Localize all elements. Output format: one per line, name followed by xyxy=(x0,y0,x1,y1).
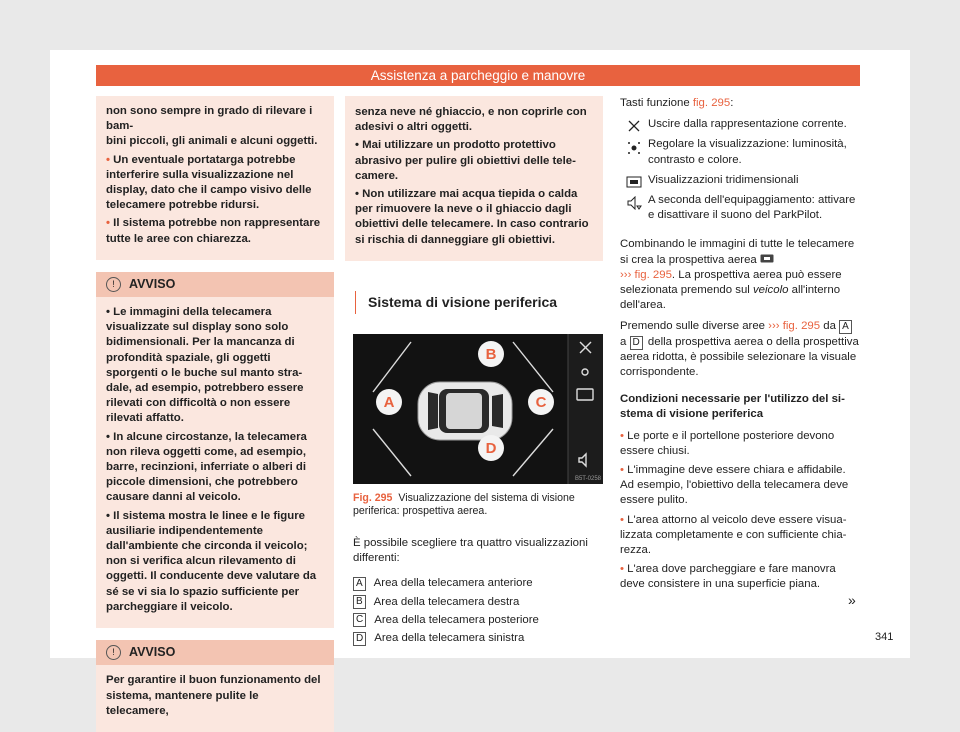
views-intro: È possibile scegliere tra quattro visualizzazioni differenti: xyxy=(353,537,588,565)
note-bullet: • Il sistema potrebbe non rappresentare tutte le aree con chiarezza. xyxy=(106,217,321,245)
condition-item: • L'area attorno al veicolo deve essere visualizzata completamente e con sufficiente chiarezza. xyxy=(620,513,847,557)
note-bullet: • Mai utilizzare un prodotto protettivo abrasivo per pulire gli obiettivi delle telecamere. xyxy=(355,139,576,182)
condition-item: • Le porte e il portellone posteriore devono essere chiusi. xyxy=(620,429,835,457)
figure-caption: Fig. 295 Visualizzazione del sistema di visione periferica: prospettiva aerea. xyxy=(353,492,575,518)
aerial-view-icon xyxy=(760,254,774,263)
view-label-a: A xyxy=(383,394,395,412)
warning-body: Per garantire il buon funzionamento del sistema, mantenere pulite le telecamere, xyxy=(96,665,334,732)
conditions-title: Condizioni necessarie per l'utilizzo del sistema di visione periferica xyxy=(620,393,845,421)
view-label-d: D xyxy=(485,440,497,458)
function-keys-intro: Tasti funzione fig. 295: xyxy=(620,97,734,109)
view-item: D Area della telecamera sinistra xyxy=(353,631,603,646)
paragraph-aerial: Combinando le immagini di tutte le telecamere si crea la prospettiva aerea ››› fig. 295. La prospettiva aerea può essere selezionata premendo sul veicolo all'interno dell'area. xyxy=(620,238,855,312)
function-key-row: Uscire dalla rappresentazione corrente. xyxy=(620,117,860,132)
section-title: Sistema di visione periferica xyxy=(355,291,603,314)
view-item: C Area della telecamera posteriore xyxy=(353,613,603,628)
view-label-c: C xyxy=(535,394,547,412)
note-box xyxy=(96,96,334,260)
note-bullet: • Non utilizzare mai acqua tiepida o calda per rimuovere la neve o il ghiaccio dagli obiettivi delle telecamere. In caso contrario si rischia di danneggiare gli obiettivi. xyxy=(355,188,589,246)
function-key-row: A seconda dell'equipaggiamento: attivare e disattivare il suono del ParkPilot. xyxy=(620,193,860,223)
note-intro: non sono sempre in grado di rilevare i bam- bini piccoli, gli animali e alcuni oggetti. xyxy=(106,105,318,148)
function-key-row: Regolare la visualizzazione: luminosità, contrasto e colore. xyxy=(620,137,860,167)
3d-view-icon xyxy=(626,176,642,188)
warning-header: ! AVVISO xyxy=(96,272,334,297)
warning-bullet: • Le immagini della telecamera visualizzate sul display sono solo bidimensionali. Per la mancanza di profondità spaziale, gli oggetti sporgenti o le buche sul manto stradale, ad esempio, potrebbero essere rilevati con difficoltà o non essere rilevati affatto. xyxy=(106,306,304,425)
close-x-icon xyxy=(628,120,640,132)
view-item: B Area della telecamera destra xyxy=(353,595,603,610)
warning-bullet: • Il sistema mostra le linee e le figure ausiliarie indipendentemente dall'ambiente che circonda il veicolo; non si verifica alcun rilevamento di oggetti. Il conducente deve valutare da sé se vi sia lo spazio sufficiente per parcheggiare il veicolo. xyxy=(106,509,317,613)
warning-icon: ! xyxy=(106,645,121,660)
column-1 xyxy=(96,96,334,732)
column-2 xyxy=(345,96,603,646)
page-header: Assistenza a parcheggio e manovre xyxy=(96,65,860,86)
note-box-continued: senza neve né ghiaccio, e non coprirle con adesivi o altri oggetti. • Mai utilizzare un prodotto protettivo abrasivo per pulire gli obiettivi delle telecamere. • Non utilizzare mai acqua tiepida o calda per rimuovere la neve o il ghiaccio dagli obiettivi delle telecamere. In caso contrario si rischia di danneggiare gli obiettivi. xyxy=(345,96,603,261)
condition-item: • L'area dove parcheggiare e fare manovra deve consistere in una superficie piana. xyxy=(620,563,836,591)
paragraph-areas: Premendo sulle diverse aree ››› fig. 295 da A a D della prospettiva aerea o della prospettiva aerea ridotta, è possibile selezionare la visuale corrispondente. xyxy=(620,320,859,379)
figure-code: B5T-0258 xyxy=(574,476,601,483)
function-key-row: Visualizzazioni tridimensionali xyxy=(620,173,860,188)
warning-bullet: • In alcune circostanze, la telecamera non rileva oggetti come, ad esempio, barre, recinzioni, inferriate o alberi di piccole dimensioni, che potrebbero causare danni al veicolo. xyxy=(106,430,307,504)
warning-icon: ! xyxy=(106,277,121,292)
aerial-view-illustration xyxy=(353,334,603,484)
condition-item: • L'immagine deve essere chiara e affidabile. Ad esempio, l'obiettivo della telecamera deve essere pulito. xyxy=(620,464,849,507)
warning-body xyxy=(96,297,334,628)
column-3 xyxy=(620,96,860,597)
brightness-icon xyxy=(626,140,642,156)
figure-295 xyxy=(353,334,603,484)
page-number: 341 xyxy=(875,631,894,643)
note-bullet: • Un eventuale portatarga potrebbe interferire sulla visualizzazione nel display, dato che il campo visivo delle telecamere potrebbe ridursi. xyxy=(106,153,312,212)
view-label-b: B xyxy=(485,346,497,364)
car-top-view xyxy=(418,382,512,440)
continue-mark: » xyxy=(848,592,856,608)
view-item: A Area della telecamera anteriore xyxy=(353,576,603,591)
parkpilot-sound-icon xyxy=(626,196,642,210)
warning-header: ! AVVISO xyxy=(96,640,334,665)
